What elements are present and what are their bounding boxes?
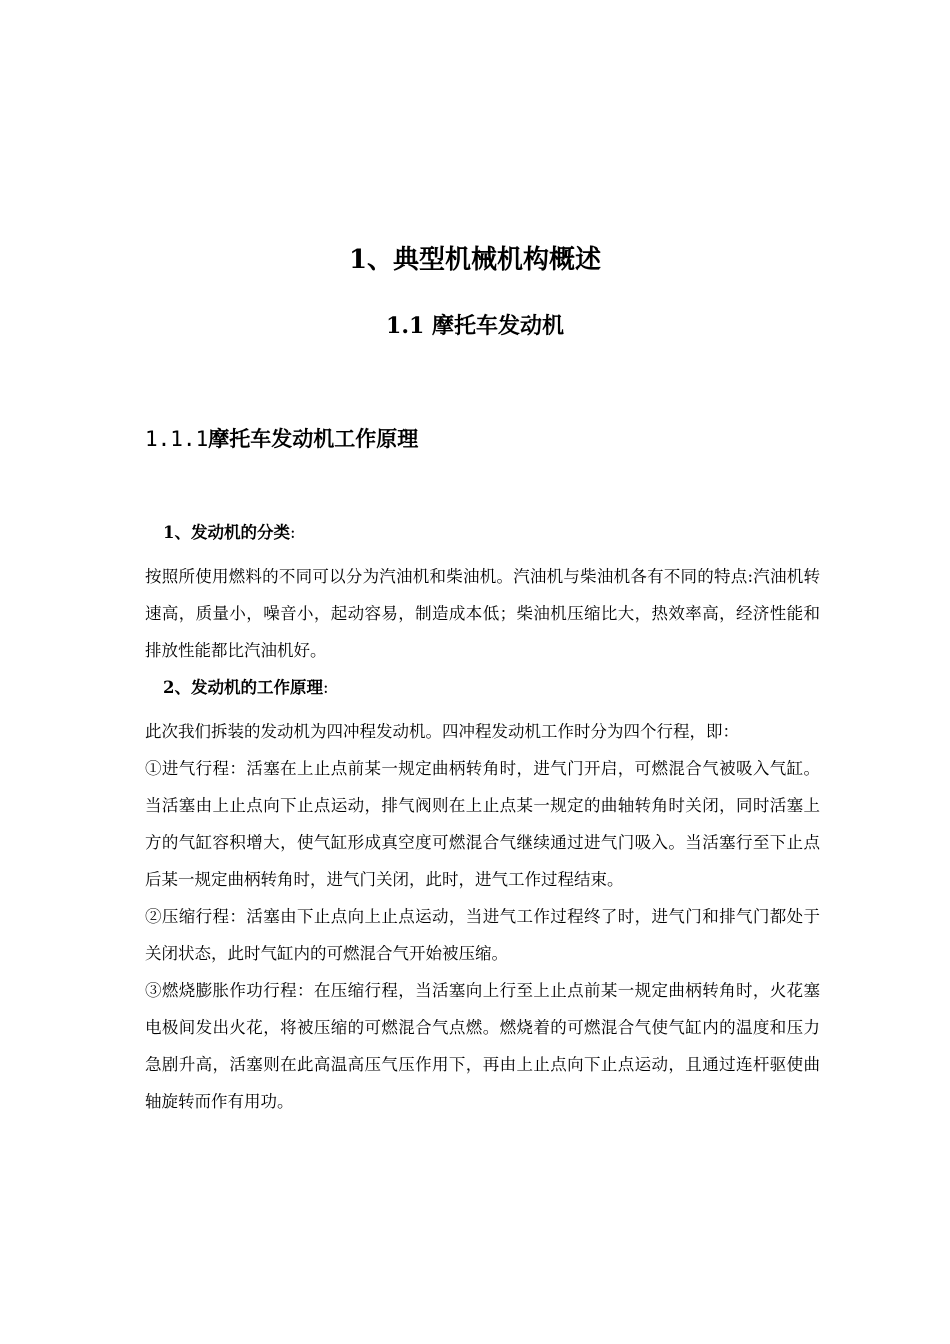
body-text (145, 514, 820, 1120)
paragraph-power-stroke: ③燃烧膨胀作功行程：在压缩行程，当活塞向上行至上止点前某一规定曲柄转角时，火花塞电极间发出火花，将被压缩的可燃混合气点燃。燃烧着的可燃混合气使气缸内的温度和压力急剧升高，活塞则在此高温高压气压作用下，再由上止点向下止点运动，且通过连杆驱使曲轴旋转而作有用功。 (145, 981, 820, 1111)
item-heading-classification-text: 1、发动机的分类 (163, 523, 290, 542)
item-heading-classification (145, 514, 820, 551)
item-heading-principle (145, 669, 820, 706)
paragraph-intake-stroke: ①进气行程：活塞在上止点前某一规定曲柄转角时，进气门开启，可燃混合气被吸入气缸。当活塞由上止点向下止点运动，排气阀则在上止点某一规定的曲轴转角时关闭，同时活塞上方的气缸容积增大，使气缸形成真空度可燃混合气继续通过进气门吸入。当活塞行至下止点后某一规定曲柄转角时，进气门关闭，此时，进气工作过程结束。 (145, 759, 820, 889)
paragraph-classification: 按照所使用燃料的不同可以分为汽油机和柴油机。汽油机与柴油机各有不同的特点:汽油机转速高，质量小，噪音小，起动容易，制造成本低；柴油机压缩比大，热效率高，经济性能和排放性能都比汽油机好。 (145, 567, 820, 660)
subsection-number: 1.1.1 (145, 427, 209, 451)
paragraph-principle: 此次我们拆装的发动机为四冲程发动机。四冲程发动机工作时分为四个行程，即： (145, 722, 739, 741)
colon: : (289, 523, 296, 542)
colon: : (322, 678, 329, 697)
section-title: 1.1 摩托车发动机 (386, 313, 564, 339)
chapter-title: 1、典型机械机构概述 (348, 245, 602, 275)
item-heading-principle-text: 2、发动机的工作原理 (163, 678, 323, 697)
subsection-heading (145, 422, 418, 456)
paragraph-compression-stroke: ②压缩行程：活塞由下止点向上止点运动，当进气工作过程终了时，进气门和排气门都处于关闭状态，此时气缸内的可燃混合气开始被压缩。 (145, 907, 820, 963)
subsection-title: 摩托车发动机工作原理 (208, 426, 419, 451)
